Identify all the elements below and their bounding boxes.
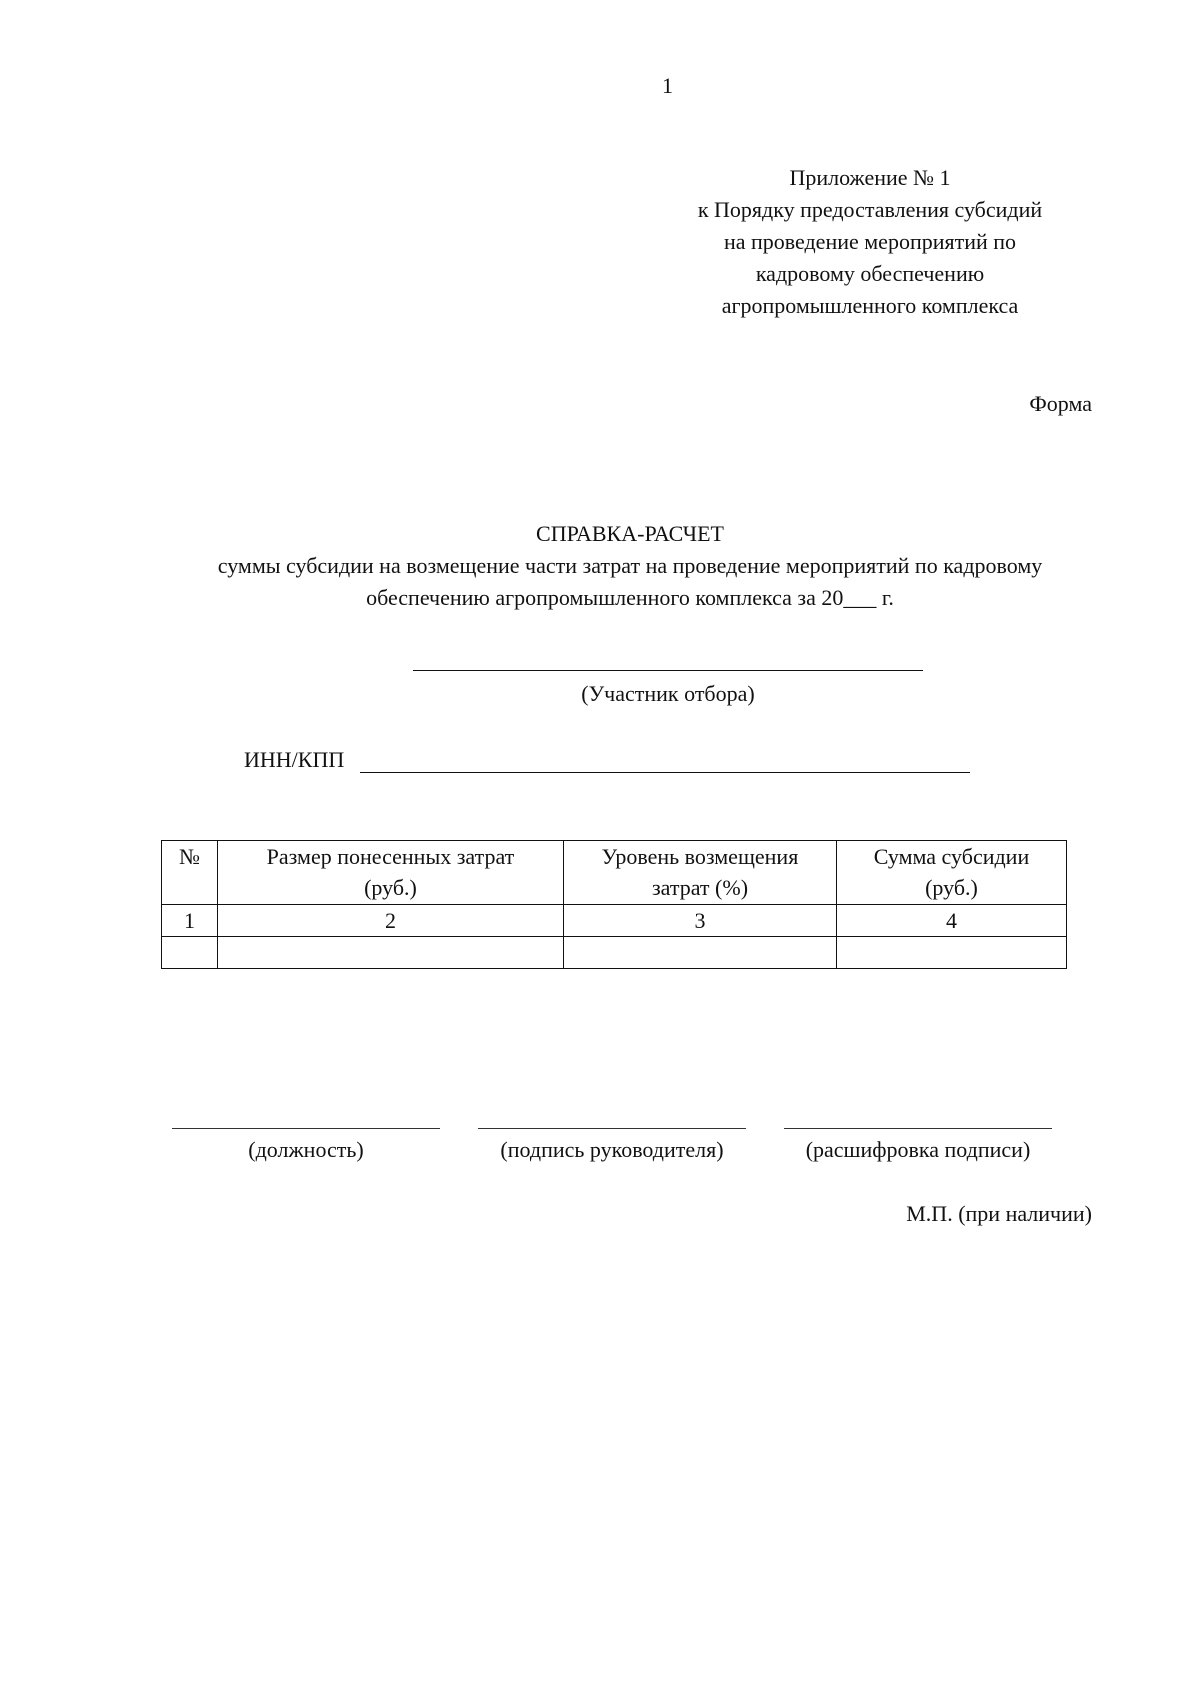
page-number: 1 xyxy=(662,73,673,98)
signature-fill-line[interactable] xyxy=(478,1128,746,1129)
header-unit: (руб.) xyxy=(925,875,978,900)
header-rate xyxy=(564,841,837,905)
position-caption: (должность) xyxy=(248,1137,364,1162)
table-cell: 1 xyxy=(162,905,218,937)
appendix-line: кадровому обеспечению xyxy=(755,261,985,286)
table-cell-empty[interactable] xyxy=(218,937,564,969)
appendix-line: Приложение № 1 xyxy=(789,165,951,190)
table-row xyxy=(162,937,1067,969)
appendix-line: к Порядку предоставления субсидий xyxy=(697,197,1043,222)
title-block xyxy=(130,518,1130,614)
header-text: Сумма субсидии xyxy=(873,844,1030,869)
table-cell-empty[interactable] xyxy=(564,937,837,969)
appendix-block xyxy=(660,162,1080,322)
document-subtitle-line1: суммы субсидии на возмещение части затрат на проведение мероприятий по кадровому xyxy=(217,553,1043,578)
form-label: Форма xyxy=(1029,391,1092,416)
decoding-caption: (расшифровка подписи) xyxy=(805,1137,1031,1162)
calculation-table xyxy=(161,840,1067,969)
appendix-line: агропромышленного комплекса xyxy=(721,293,1019,318)
decoding-fill-line[interactable] xyxy=(784,1128,1052,1129)
header-number xyxy=(162,841,218,905)
appendix-line: на проведение мероприятий по xyxy=(723,229,1017,254)
inn-label: ИНН/КПП xyxy=(244,747,345,772)
table-cell: 2 xyxy=(218,905,564,937)
table-cell-empty[interactable] xyxy=(162,937,218,969)
document-title: СПРАВКА-РАСЧЕТ xyxy=(536,521,724,546)
table-cell: 4 xyxy=(837,905,1067,937)
table-numbering-row xyxy=(162,905,1067,937)
signature-caption: (подпись руководителя) xyxy=(500,1137,724,1162)
participant-fill-line[interactable] xyxy=(413,670,923,671)
header-text: № xyxy=(179,844,200,869)
header-unit: (руб.) xyxy=(364,875,417,900)
document-subtitle-line2: обеспечению агропромышленного комплекса за 20___ г. xyxy=(366,585,894,610)
header-costs xyxy=(218,841,564,905)
table-cell: 3 xyxy=(564,905,837,937)
header-text: Уровень возмещения xyxy=(601,844,799,869)
header-text: Размер понесенных затрат xyxy=(266,844,515,869)
table-header-row xyxy=(162,841,1067,905)
participant-caption: (Участник отбора) xyxy=(581,681,755,706)
inn-fill-line[interactable] xyxy=(360,772,970,773)
table-cell-empty[interactable] xyxy=(837,937,1067,969)
stamp-label: М.П. (при наличии) xyxy=(906,1201,1092,1226)
header-subsidy xyxy=(837,841,1067,905)
position-fill-line[interactable] xyxy=(172,1128,440,1129)
header-unit: затрат (%) xyxy=(651,875,749,900)
